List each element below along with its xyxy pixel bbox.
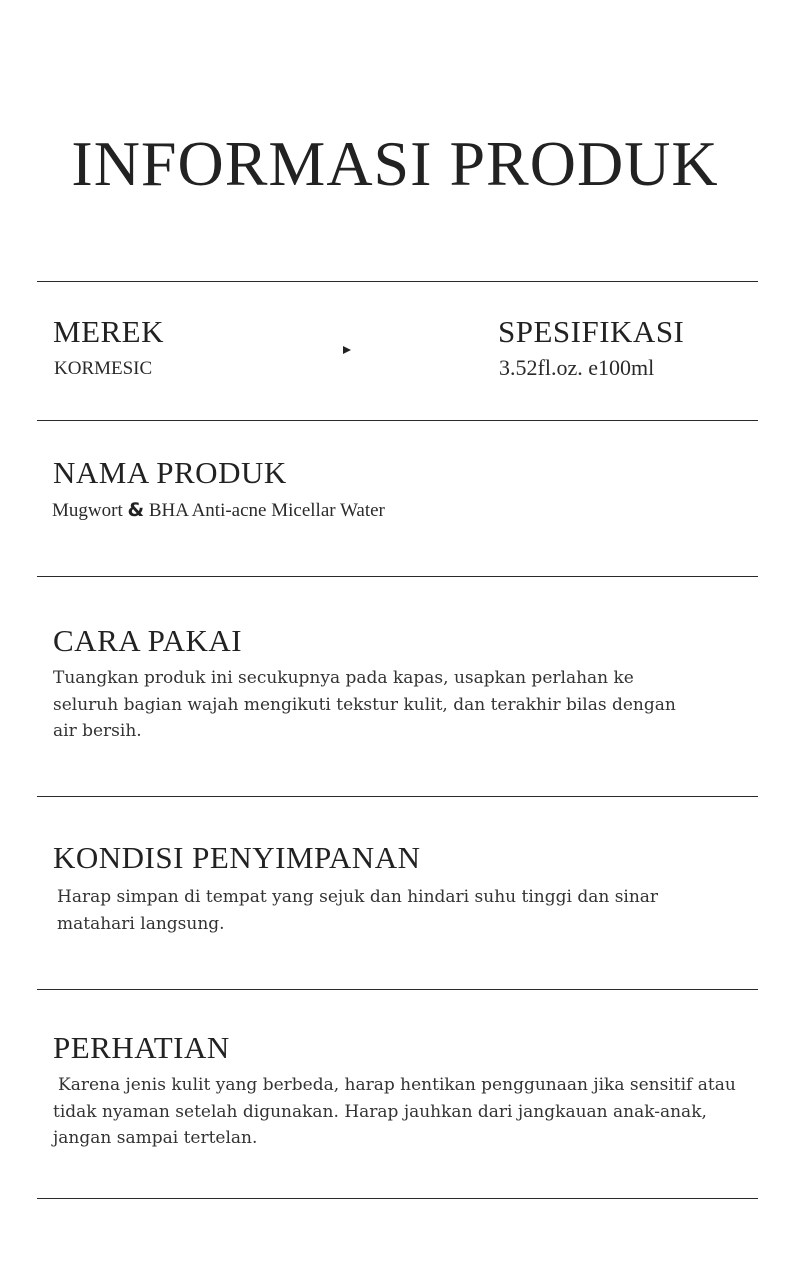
page-title: INFORMASI PRODUK xyxy=(71,128,719,199)
divider xyxy=(37,989,758,990)
storage-text: Harap simpan di tempat yang sejuk dan hindari suhu tinggi dan sinar matahari langsung. xyxy=(57,887,659,934)
spec-heading: SPESIFIKASI xyxy=(498,314,685,349)
product-name-part2: BHA Anti-acne Micellar Water xyxy=(148,500,385,521)
divider xyxy=(37,420,758,421)
caution-heading: PERHATIAN xyxy=(53,1030,230,1065)
ampersand: & xyxy=(127,499,145,521)
caution-text: Karena jenis kulit yang berbeda, harap hentikan penggunaan jika sensitif atau tidak nyaman setelah digunakan. Harap jauhkan dari jangkauan anak-anak, jangan sampai tertelan. xyxy=(53,1075,736,1148)
brand-heading: MEREK xyxy=(53,314,164,349)
spec-value: 3.52fl.oz. e100ml xyxy=(499,355,655,380)
usage-text: Tuangkan produk ini secukupnya pada kapas, usapkan perlahan ke seluruh bagian wajah mengikuti tekstur kulit, dan terakhir bilas dengan air bersih. xyxy=(53,668,676,741)
divider xyxy=(37,1198,758,1199)
product-name-heading: NAMA PRODUK xyxy=(53,455,287,490)
divider xyxy=(37,281,758,282)
product-name-value xyxy=(52,498,385,523)
brand-value: KORMESIC xyxy=(54,358,153,379)
product-name-part1: Mugwort xyxy=(52,500,123,521)
usage-heading: CARA PAKAI xyxy=(53,623,243,658)
divider xyxy=(37,576,758,577)
arrow-right-icon xyxy=(343,346,351,354)
storage-heading: KONDISI PENYIMPANAN xyxy=(53,840,421,875)
divider xyxy=(37,796,758,797)
